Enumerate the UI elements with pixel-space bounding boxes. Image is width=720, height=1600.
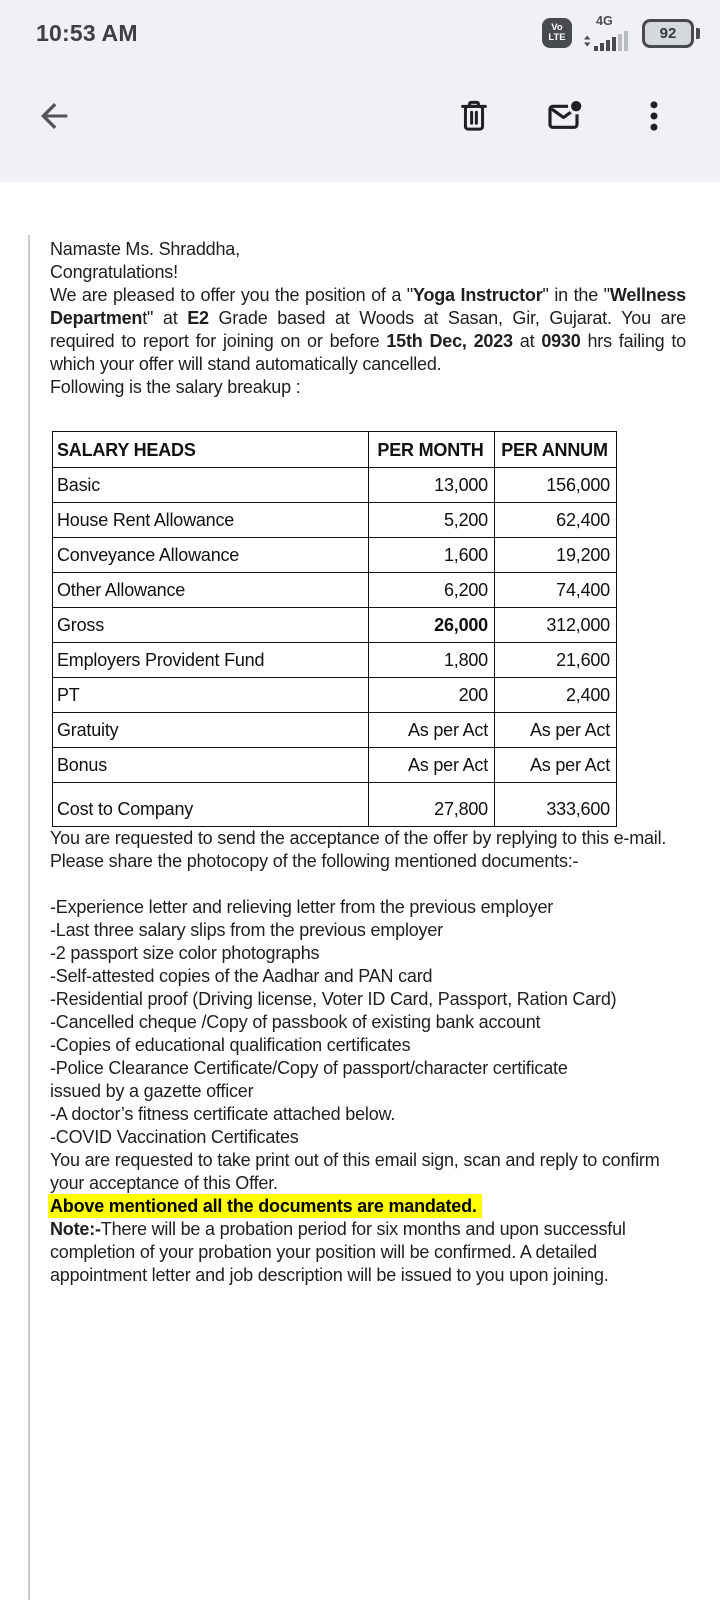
delete-button[interactable] bbox=[454, 94, 494, 138]
table-row: Other Allowance 6,200 74,400 bbox=[53, 573, 617, 608]
email-content-area bbox=[0, 182, 720, 1600]
more-options-button[interactable] bbox=[634, 94, 674, 138]
trash-icon bbox=[455, 97, 493, 135]
signal-bars-icon bbox=[581, 27, 631, 51]
mark-unread-button[interactable] bbox=[544, 94, 584, 138]
status-bar bbox=[0, 0, 720, 50]
congrats-line: Congratulations! bbox=[50, 262, 178, 282]
table-row: Conveyance Allowance 1,600 19,200 bbox=[53, 538, 617, 573]
table-row: Basic 13,000 156,000 bbox=[53, 468, 617, 503]
quote-bar bbox=[28, 235, 30, 1600]
header-salary-heads: SALARY HEADS bbox=[53, 432, 369, 468]
table-row: Gratuity As per Act As per Act bbox=[53, 713, 617, 748]
salary-table-header-row bbox=[53, 432, 617, 468]
header-per-annum: PER ANNUM bbox=[495, 432, 617, 468]
list-item: -Copies of educational qualification certificates bbox=[50, 1035, 411, 1055]
greeting-line: Namaste Ms. Shraddha, bbox=[50, 239, 240, 259]
list-item: -Police Clearance Certificate/Copy of passport/character certificate bbox=[50, 1058, 568, 1078]
app-header bbox=[0, 0, 720, 182]
header-per-month: PER MONTH bbox=[369, 432, 495, 468]
list-item: -Last three salary slips from the previous employer bbox=[50, 920, 443, 940]
list-item: -A doctor’s fitness certificate attached below. bbox=[50, 1104, 396, 1124]
volte-icon: Vo LTE bbox=[542, 18, 572, 48]
list-item: -Cancelled cheque /Copy of passbook of existing bank account bbox=[50, 1012, 541, 1032]
list-item: -COVID Vaccination Certificates bbox=[50, 1127, 299, 1147]
email-text bbox=[0, 182, 720, 1287]
list-item: -2 passport size color photographs bbox=[50, 943, 320, 963]
status-icons bbox=[542, 14, 700, 52]
back-button[interactable] bbox=[34, 94, 74, 138]
network-type-label: 4G bbox=[596, 14, 613, 28]
highlighted-text: Above mentioned all the documents are mandated. bbox=[48, 1194, 482, 1218]
status-time: 10:53 AM bbox=[36, 19, 138, 46]
list-item: -Residential proof (Driving license, Voter ID Card, Passport, Ration Card) bbox=[50, 989, 617, 1009]
list-item: -Self-attested copies of the Aadhar and PAN card bbox=[50, 966, 433, 986]
battery-percent: 92 bbox=[659, 24, 677, 42]
three-dots-icon bbox=[634, 96, 674, 136]
salary-table bbox=[52, 431, 617, 827]
envelope-unread-icon bbox=[544, 95, 584, 137]
table-row: Employers Provident Fund 1,800 21,600 bbox=[53, 643, 617, 678]
list-item: -Experience letter and relieving letter from the previous employer bbox=[50, 897, 554, 917]
acceptance-paragraph: You are requested to send the acceptance of the offer by replying to this e-mail. bbox=[50, 828, 667, 848]
documents-list bbox=[50, 896, 686, 1149]
table-row-ctc: Cost to Company 27,800 333,600 bbox=[53, 783, 617, 827]
note-label: Note:- bbox=[50, 1219, 101, 1239]
offer-paragraph: We are pleased to offer you the position of a "Yoga Instructor" in the "Wellness Department" at E2 Grade based at Woods at Sasan, Gir, Gujarat. You are required to report for joining on or before 15th Dec, 2023 at 0930 hrs failing to which your offer will stand automatically cancelled. bbox=[50, 285, 686, 374]
toolbar bbox=[0, 94, 720, 138]
table-row: PT 200 2,400 bbox=[53, 678, 617, 713]
salary-intro-line: Following is the salary breakup : bbox=[50, 377, 301, 397]
print-sign-paragraph: You are requested to take print out of this email sign, scan and reply to confirm your acceptance of this Offer. bbox=[50, 1150, 660, 1193]
back-arrow-icon bbox=[34, 96, 74, 136]
note-paragraph: Note:-There will be a probation period for six months and upon successful completion of your probation your position will be confirmed. A detailed appointment letter and job description will be issued to you upon joining. bbox=[50, 1219, 626, 1285]
battery-nub bbox=[696, 28, 700, 39]
highlight-line bbox=[50, 1195, 686, 1218]
table-row-gross: Gross 26,000 312,000 bbox=[53, 608, 617, 643]
signal-strength-icon bbox=[581, 14, 633, 52]
share-docs-line: Please share the photocopy of the following mentioned documents:- bbox=[50, 851, 579, 871]
battery-icon bbox=[642, 19, 700, 48]
table-row: Bonus As per Act As per Act bbox=[53, 748, 617, 783]
table-row: House Rent Allowance 5,200 62,400 bbox=[53, 503, 617, 538]
list-item: issued by a gazette officer bbox=[50, 1081, 254, 1101]
toolbar-actions bbox=[454, 94, 674, 138]
